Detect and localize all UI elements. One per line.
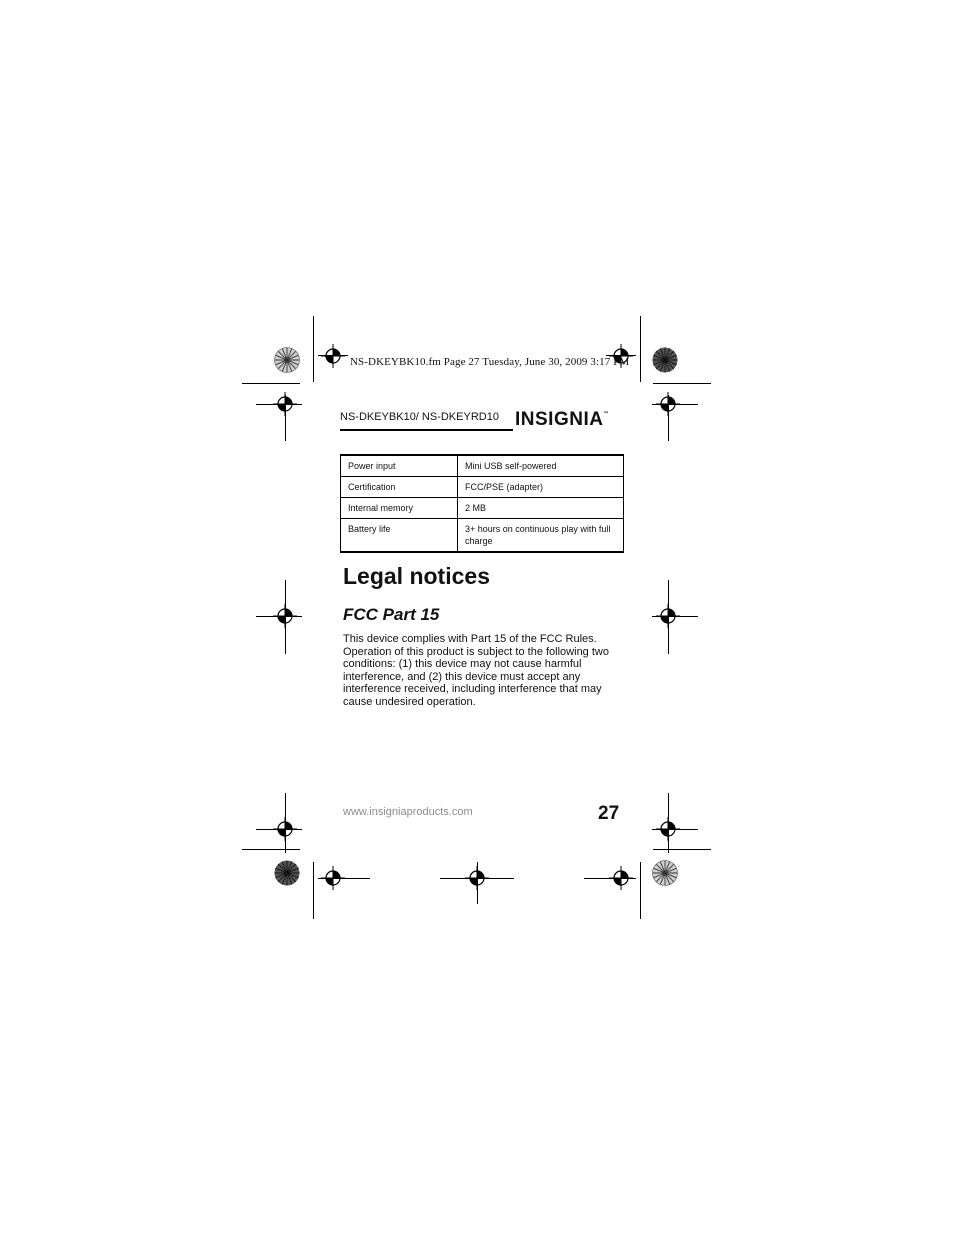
spec-value: Mini USB self-powered [465,461,557,471]
crop-line [242,383,300,384]
model-number: NS-DKEYBK10/ NS-DKEYRD10 [340,411,499,423]
star-target-icon [652,347,678,373]
table-row [341,498,624,519]
crop-line [313,862,314,919]
spec-table [340,454,624,553]
table-row [341,519,624,553]
spec-label: Certification [341,477,458,498]
fcc-body-text: This device complies with Part 15 of the FCC Rules. Operation of this product is subject to the following two conditions: (1) this device may not cause harmful interference, and (2) this device must accept any interference received, including interference that may cause undesired operation. [343,633,609,708]
crop-line [242,849,300,850]
insignia-logo [515,409,631,439]
registration-mark-icon [321,866,345,890]
registration-mark-icon [465,866,489,890]
printer-slug-line: NS-DKEYBK10.fm Page 27 Tuesday, June 30, 2009 3:17 PM [350,356,630,368]
crop-line [313,316,314,382]
registration-mark-icon [273,604,297,628]
spec-value: FCC/PSE (adapter) [458,477,624,498]
spec-label: Power input [341,455,458,477]
spec-label: Internal memory [341,498,458,519]
header-rule [340,429,513,431]
spec-value: 2 MB [458,498,624,519]
brand-name: INSIGNIA [515,409,604,430]
spec-value: 3+ hours on continuous play with full charge [458,519,624,553]
table-row [341,477,624,498]
registration-mark-icon [656,392,680,416]
section-title: Legal notices [343,563,490,589]
star-target-icon [274,860,300,886]
crop-line [653,383,711,384]
registration-mark-icon [656,817,680,841]
table-row [341,455,624,477]
registration-mark-icon [273,817,297,841]
section-subtitle: FCC Part 15 [343,605,440,624]
trademark-mark: ™ [603,411,609,417]
registration-mark-icon [273,392,297,416]
spec-label: Battery life [341,519,458,553]
registration-mark-icon [321,344,345,368]
registration-mark-icon [609,866,633,890]
star-target-icon [652,860,678,886]
crop-line [640,862,641,919]
footer-url: www.insigniaproducts.com [343,806,473,818]
crop-line [653,849,711,850]
page-number: 27 [598,803,620,824]
registration-mark-icon [656,604,680,628]
star-target-icon [274,347,300,373]
crop-line [640,316,641,382]
